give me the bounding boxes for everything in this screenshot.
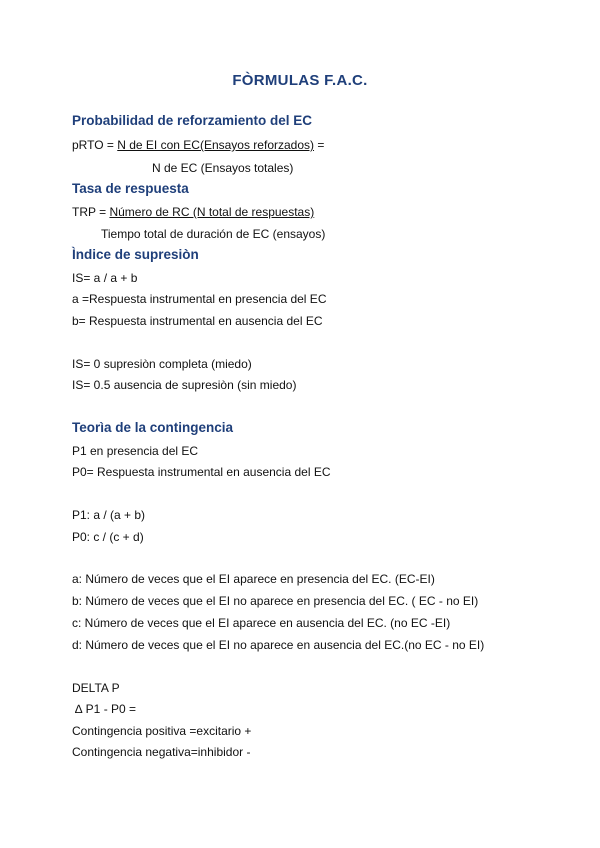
formula-trp xyxy=(72,205,314,219)
indice-line: a =Respuesta instrumental en presencia del EC xyxy=(72,292,327,306)
formula-trp-numerator: Número de RC (N total de respuestas) xyxy=(109,205,315,219)
formula-prto xyxy=(72,138,324,152)
teoria-line: P0: c / (c + d) xyxy=(72,530,144,544)
teoria-line: Contingencia positiva =excitario + xyxy=(72,724,252,738)
formula-prto-suffix: = xyxy=(314,138,325,152)
heading-teoria: Teorìa de la contingencia xyxy=(72,420,234,435)
formula-prto-denominator: N de EC (Ensayos totales) xyxy=(152,161,294,175)
teoria-line: P1: a / (a + b) xyxy=(72,508,146,522)
formula-trp-prefix: TRP = xyxy=(72,205,110,219)
teoria-line: Contingencia negativa=inhibidor - xyxy=(72,745,251,759)
teoria-line: c: Número de veces que el EI aparece en ausencia del EC. (no EC -EI) xyxy=(72,616,451,630)
teoria-line: d: Número de veces que el EI no aparece en ausencia del EC.(no EC - no EI) xyxy=(72,638,485,652)
teoria-line: a: Número de veces que el EI aparece en presencia del EC. (EC-EI) xyxy=(72,572,435,586)
heading-tasa: Tasa de respuesta xyxy=(72,181,189,196)
formula-trp-denominator: Tiempo total de duración de EC (ensayos) xyxy=(101,227,326,241)
teoria-line: b: Número de veces que el EI no aparece en presencia del EC. ( EC - no EI) xyxy=(72,594,479,608)
heading-indice: Ìndice de supresiòn xyxy=(72,247,199,262)
indice-line: IS= a / a + b xyxy=(72,271,138,285)
indice-line: b= Respuesta instrumental en ausencia del EC xyxy=(72,314,323,328)
teoria-line: P0= Respuesta instrumental en ausencia del EC xyxy=(72,465,331,479)
heading-probabilidad: Probabilidad de reforzamiento del EC xyxy=(72,113,313,128)
formula-prto-numerator: N de EI con EC(Ensayos reforzados) xyxy=(117,138,315,152)
teoria-line: P1 en presencia del EC xyxy=(72,444,199,458)
indice-line: IS= 0 supresiòn completa (miedo) xyxy=(72,357,252,371)
page-title: FÒRMULAS F.A.C. xyxy=(232,72,368,89)
teoria-line: ∆ P1 - P0 = xyxy=(75,702,137,716)
formula-prto-prefix: pRTO = xyxy=(72,138,118,152)
teoria-line: DELTA P xyxy=(72,681,120,695)
indice-line: IS= 0.5 ausencia de supresiòn (sin miedo) xyxy=(72,378,297,392)
